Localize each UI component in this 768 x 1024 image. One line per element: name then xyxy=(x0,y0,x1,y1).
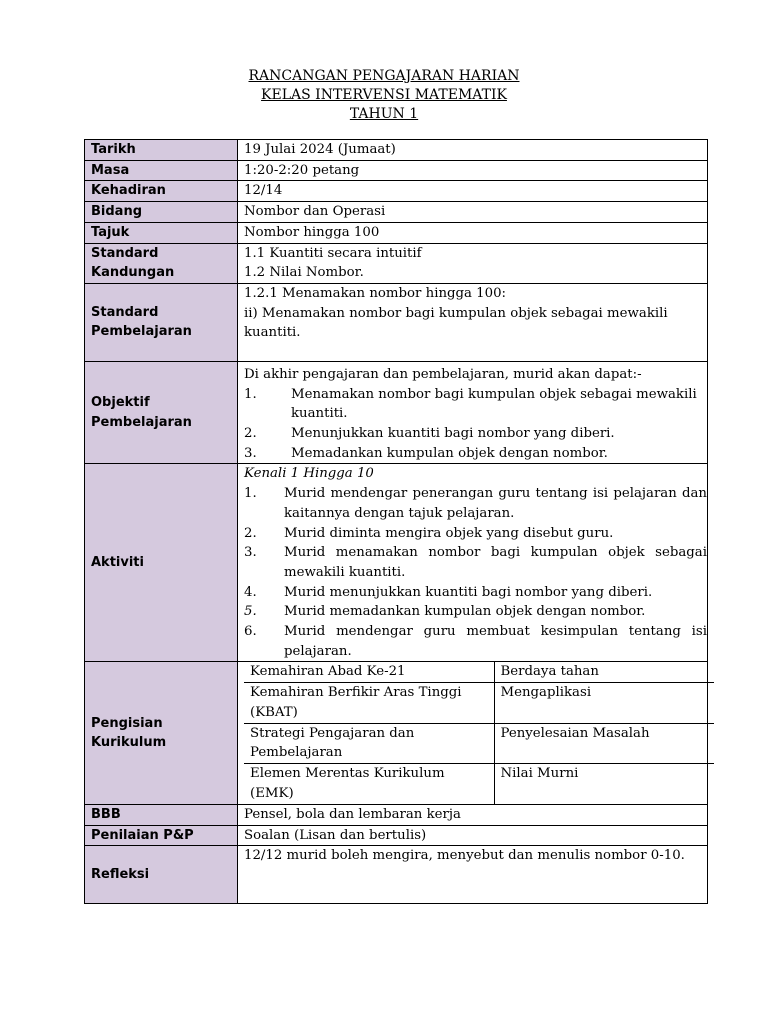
table-row xyxy=(244,763,714,804)
label-standard-kandungan-line1: Standard xyxy=(91,245,159,261)
row-tarikh xyxy=(85,140,708,161)
header-title-line2: KELAS INTERVENSI MATEMATIK xyxy=(261,87,507,103)
row-masa xyxy=(85,160,708,181)
value-standard-kandungan xyxy=(238,243,708,283)
standard-kandungan-line: 1.2 Nilai Nombor. xyxy=(244,265,364,281)
header-title-line1: RANCANGAN PENGAJARAN HARIAN xyxy=(248,68,520,84)
label-tarikh: Tarikh xyxy=(85,140,238,161)
list-item: 6. Murid mendengar guru membuat kesimpulan tentang isi pelajaran. xyxy=(244,624,707,659)
pengisian-right: Penyelesaian Masalah xyxy=(494,723,714,763)
aktiviti-title: Kenali 1 Hingga 10 xyxy=(244,466,374,482)
label-standard-pembelajaran xyxy=(85,283,238,361)
label-pengisian-line1: Pengisian xyxy=(91,715,163,731)
pengisian-left: Elemen Merentas Kurikulum (EMK) xyxy=(244,763,494,804)
header-title-line3: TAHUN 1 xyxy=(349,106,419,122)
objektif-list xyxy=(244,385,707,464)
pengisian-right: Berdaya tahan xyxy=(494,662,714,682)
value-standard-pembelajaran xyxy=(238,283,708,361)
value-penilaian: Soalan (Lisan dan bertulis) xyxy=(238,825,708,846)
pengisian-table xyxy=(244,662,714,804)
label-penilaian: Penilaian P&P xyxy=(85,825,238,846)
row-aktiviti xyxy=(85,464,708,662)
standard-kandungan-line: 1.1 Kuantiti secara intuitif xyxy=(244,245,422,261)
row-bbb xyxy=(85,804,708,825)
value-tajuk: Nombor hingga 100 xyxy=(238,222,708,243)
pengisian-right: Mengaplikasi xyxy=(494,683,714,723)
value-pengisian-kurikulum xyxy=(238,662,708,805)
standard-pembelajaran-line2: ii) Menamakan nombor bagi kumpulan objek sebagai mewakili kuantiti. xyxy=(244,305,668,341)
value-bbb: Pensel, bola dan lembaran kerja xyxy=(238,804,708,825)
aktiviti-list xyxy=(244,484,707,661)
row-bidang xyxy=(85,202,708,223)
label-bbb: BBB xyxy=(85,804,238,825)
value-aktiviti xyxy=(238,464,708,662)
label-objektif-line2: Pembelajaran xyxy=(91,414,192,430)
list-item: 1. Murid mendengar penerangan guru tentang isi pelajaran dan kaitannya dengan tajuk pelajaran. xyxy=(244,486,707,521)
label-standard-kandungan-line2: Kandungan xyxy=(91,265,175,281)
row-standard-kandungan xyxy=(85,243,708,283)
pengisian-left: Strategi Pengajaran dan Pembelajaran xyxy=(244,723,494,763)
label-bidang: Bidang xyxy=(85,202,238,223)
label-pengisian-kurikulum xyxy=(85,662,238,805)
row-kehadiran xyxy=(85,181,708,202)
row-standard-pembelajaran xyxy=(85,283,708,361)
label-aktiviti: Aktiviti xyxy=(85,464,238,662)
list-item: 3. Memadankan kumpulan objek dengan nombor. xyxy=(244,445,608,461)
label-standard-pembelajaran-line2: Pembelajaran xyxy=(91,324,192,340)
pengisian-right: Nilai Murni xyxy=(500,765,579,781)
value-masa: 1:20-2:20 petang xyxy=(238,160,708,181)
list-item: 5. Murid memadankan kumpulan objek dengan nombor. xyxy=(244,604,646,620)
document-header xyxy=(0,67,768,124)
label-objektif xyxy=(85,361,238,464)
value-refleksi: 12/12 murid boleh mengira, menyebut dan menulis nombor 0-10. xyxy=(238,846,708,904)
row-tajuk xyxy=(85,222,708,243)
lesson-plan-table xyxy=(84,139,708,904)
pengisian-left: Kemahiran Abad Ke-21 xyxy=(244,662,494,682)
label-kehadiran: Kehadiran xyxy=(85,181,238,202)
value-tarikh: 19 Julai 2024 (Jumaat) xyxy=(238,140,708,161)
row-refleksi xyxy=(85,846,708,904)
label-objektif-line1: Objektif xyxy=(91,394,150,410)
standard-pembelajaran-line1: 1.2.1 Menamakan nombor hingga 100: xyxy=(244,285,507,301)
list-item: 2. Menunjukkan kuantiti bagi nombor yang diberi. xyxy=(244,426,615,442)
value-bidang: Nombor dan Operasi xyxy=(238,202,708,223)
objektif-intro: Di akhir pengajaran dan pembelajaran, murid akan dapat:- xyxy=(244,366,642,382)
table-row xyxy=(244,723,714,763)
label-masa: Masa xyxy=(85,160,238,181)
label-tajuk: Tajuk xyxy=(85,222,238,243)
list-item: 1. Menamakan nombor bagi kumpulan objek sebagai mewakili kuantiti. xyxy=(244,386,697,422)
row-pengisian-kurikulum xyxy=(85,662,708,805)
value-objektif xyxy=(238,361,708,464)
list-item: 2. Murid diminta mengira objek yang disebut guru. xyxy=(244,525,614,541)
label-pengisian-line2: Kurikulum xyxy=(91,735,167,751)
label-refleksi: Refleksi xyxy=(85,846,238,904)
row-objektif xyxy=(85,361,708,464)
row-penilaian xyxy=(85,825,708,846)
list-item: 3. Murid menamakan nombor bagi kumpulan objek sebagai mewakili kuantiti. xyxy=(244,545,707,580)
list-item: 4. Murid menunjukkan kuantiti bagi nombor yang diberi. xyxy=(244,584,653,600)
label-standard-pembelajaran-line1: Standard xyxy=(91,304,159,320)
table-row xyxy=(244,662,714,682)
label-standard-kandungan xyxy=(85,243,238,283)
pengisian-left: Kemahiran Berfikir Aras Tinggi (KBAT) xyxy=(244,683,494,723)
value-kehadiran: 12/14 xyxy=(238,181,708,202)
table-row xyxy=(244,683,714,723)
